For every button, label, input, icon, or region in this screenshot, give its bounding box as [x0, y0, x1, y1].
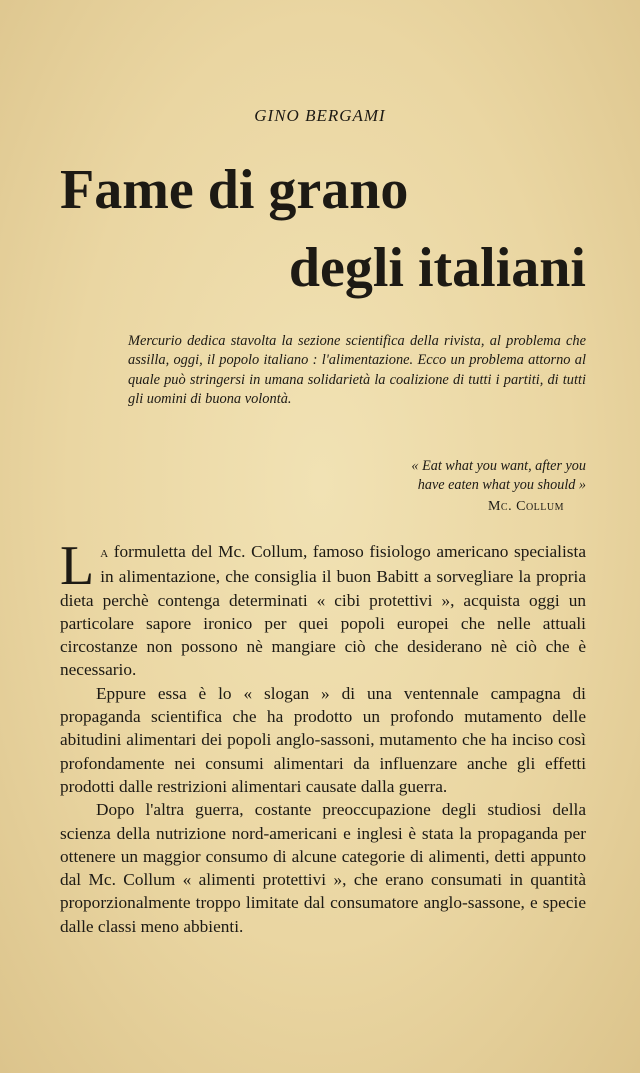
author-name: GINO BERGAMI	[254, 106, 386, 125]
title-line-2: degli italiani	[288, 237, 586, 299]
body-paragraph-2: Eppure essa è lo « slogan » di una ventennale campagna di propaganda scientifica che ha prodotto un profondo mutamento delle abitudini alimentari dei popoli anglo-sassoni, mutamento che ha inciso così profondamente nei consumi alimentari da influenzare anche gli effetti prodotti dalle restrizioni alimentari causate dalla guerra.	[60, 683, 586, 796]
body-paragraph-1	[60, 535, 586, 682]
body-paragraph-3: Dopo l'altra guerra, costante preoccupazione degli studiosi della scienza della nutrizione nord-americani e inglesi è stata la propaganda per ottenere un maggior consumo di alcune categorie di alimenti, detti appunto dal Mc. Collum « alimenti protettivi », che erano consumati in quantità proporzionalmente troppo limitate dal consumatore anglo-sassone, e specie dalle classi meno abbienti.	[60, 800, 586, 936]
lead-word: a	[100, 545, 109, 561]
epigraph-line-1: « Eat what you want, after you	[411, 458, 586, 474]
drop-cap: L	[60, 535, 95, 597]
body-paragraph-1-text: formuletta del Mc. Collum, famoso fisiologo americano specialista in alimentazione, che consiglia il buon Babitt a sorvegliare la propria dieta perchè contenga determinati « cibi protettivi », acquista oggi un particolare sapore ironico per quei popoli europei che nelle attuali circostanze non possono nè mangiare ciò che desiderano nè ciò che è necessario.	[60, 542, 586, 680]
title-line-1: Fame di grano	[60, 159, 409, 221]
epigraph	[266, 457, 586, 495]
epigraph-line-2: have eaten what you should »	[417, 477, 586, 493]
intro-paragraph: Mercurio dedica stavolta la sezione scientifica della rivista, al problema che assilla, oggi, il popolo italiano : l'alimentazione. Ecco un problema attorno al quale può stringersi in umana solidarietà la coalizione di tutti i partiti, di tutti gli uomini di buona volontà.	[128, 333, 586, 407]
epigraph-attribution: Mc. Collum	[487, 499, 564, 514]
article-body	[60, 535, 586, 938]
